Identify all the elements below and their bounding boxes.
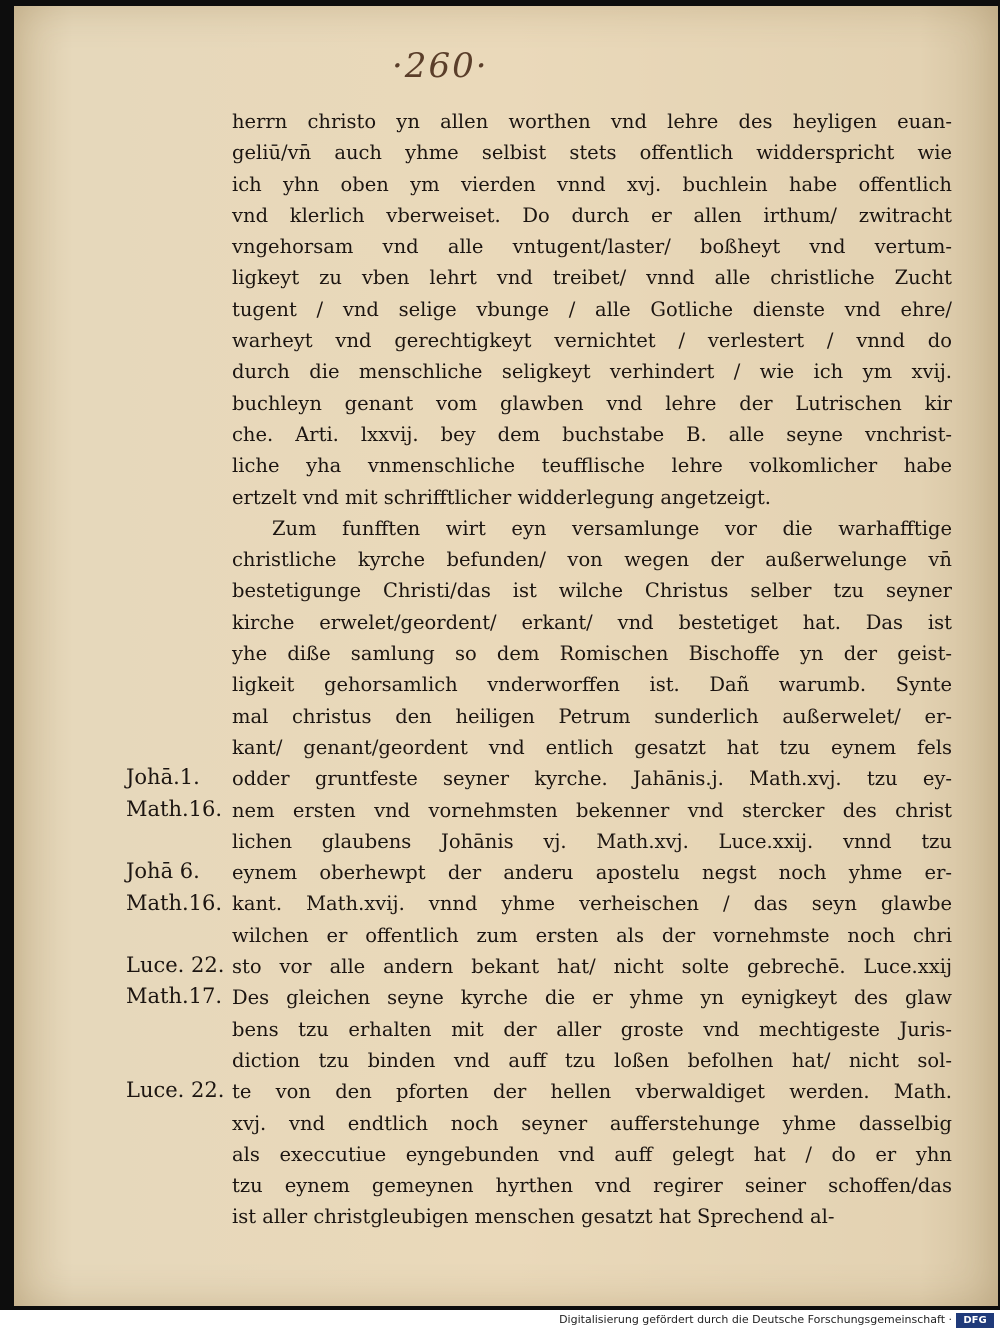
text-line: ligkeyt zu vben lehrt vnd treibet/ vnnd alle christliche Zucht <box>232 266 952 290</box>
text-line: wilchen er offentlich zum ersten als der vornehmste noch chri <box>232 923 952 947</box>
text-line: Zum funfften wirt eyn versamlunge vor die warhafftige <box>272 516 952 540</box>
text-line: tugent / vnd selige vbunge / alle Gotliche dienste vnd ehre/ <box>232 297 952 321</box>
text-line: als execcutiue eyngebunden vnd auff gelegt hat / do er yhn <box>232 1142 952 1166</box>
text-line: geliū/vn̄ auch yhme selbist stets offentlich widderspricht wie <box>232 141 952 165</box>
text-line: vnd klerlich vberweiset. Do durch er allen irthum/ zwitracht <box>232 203 952 227</box>
margin-note: Johā.1. <box>126 765 200 790</box>
text-line: buchleyn genant vom glawben vnd lehre der Lutrischen kir <box>232 391 952 415</box>
footer-bar <box>0 1310 1000 1331</box>
text-line: ertzelt vnd mit schrifftlicher widderlegung angetzeigt. <box>232 485 771 509</box>
text-line: ich yhn oben ym vierden vnnd xvj. buchlein habe offentlich <box>232 172 952 196</box>
text-line: christliche kyrche befunden/ von wegen der außerwelunge vn̄ <box>232 548 952 572</box>
margin-note: Johā 6. <box>126 859 200 884</box>
margin-note: Math.16. <box>126 890 223 915</box>
book-page <box>14 6 998 1306</box>
margin-note: Luce. 22. <box>126 1078 225 1103</box>
footer-credit: Digitalisierung gefördert durch die Deutsche Forschungsgemeinschaft · <box>559 1313 952 1326</box>
text-line: bens tzu erhalten mit der aller groste vnd mechtigeste Juris- <box>232 1017 952 1041</box>
text-line: mal christus den heiligen Petrum sunderlich außerwelet/ er- <box>232 704 952 728</box>
text-line: ligkeit gehorsamlich vnderworffen ist. Dañ warumb. Synte <box>232 673 952 697</box>
text-line: te von den pforten der hellen vberwaldiget werden. Math. <box>232 1080 952 1104</box>
text-line: eynem oberhewpt der anderu apostelu negst noch yhme er- <box>232 861 952 885</box>
text-line: tzu eynem gemeynen hyrthen vnd regirer seiner schoffen/das <box>232 1174 952 1198</box>
text-line: durch die menschliche seligkeyt verhindert / wie ich ym xvij. <box>232 360 952 384</box>
text-line: lichen glaubens Johānis vj. Math.xvj. Luce.xxij. vnnd tzu <box>232 829 952 853</box>
text-line: odder gruntfeste seyner kyrche. Jahānis.j. Math.xvj. tzu ey- <box>232 767 952 791</box>
text-line: bestetigunge Christi/das ist wilche Christus selber tzu seyner <box>232 579 952 603</box>
text-line: Des gleichen seyne kyrche die er yhme yn eynigkeyt des glaw <box>232 986 952 1010</box>
text-line: nem ersten vnd vornehmsten bekenner vnd stercker des christ <box>232 798 952 822</box>
text-line: kant. Math.xvij. vnnd yhme verheischen / das seyn glawbe <box>232 892 952 916</box>
text-line: liche yha vnmenschliche teufflische lehre volkomlicher habe <box>232 454 952 478</box>
dfg-logo: DFG <box>956 1313 994 1328</box>
text-line: kant/ genant/geordent vnd entlich gesatzt hat tzu eynem fels <box>232 735 952 759</box>
text-line: vngehorsam vnd alle vntugent/laster/ boßheyt vnd vertum- <box>232 235 952 259</box>
text-line: warheyt vnd gerechtigkeyt vernichtet / verlestert / vnnd do <box>232 329 952 353</box>
text-line: herrn christo yn allen worthen vnd lehre des heyligen euan- <box>232 110 952 133</box>
text-line: che. Arti. lxxvij. bey dem buchstabe B. alle seyne vnchrist- <box>232 422 952 446</box>
margin-note: Math.16. <box>126 796 223 821</box>
text-line: ist aller christgleubigen menschen gesatzt hat Sprechend al- <box>232 1205 835 1229</box>
text-line: xvj. vnd endtlich noch seyner aufferstehunge yhme dasselbig <box>232 1111 952 1135</box>
body-text <box>232 106 952 1233</box>
text-line: diction tzu binden vnd auff tzu loßen befolhen hat/ nicht sol- <box>232 1048 952 1072</box>
text-line: sto vor alle andern bekant hat/ nicht solte gebrechē. Luce.xxij <box>232 955 952 979</box>
margin-note: Luce. 22. <box>126 953 225 978</box>
margin-note: Math.17. <box>126 984 223 1009</box>
folio-number: ·260· <box>392 46 489 86</box>
text-line: kirche erwelet/geordent/ erkant/ vnd bestetiget hat. Das ist <box>232 610 952 634</box>
text-line: yhe diße samlung so dem Romischen Bischoffe yn der geist- <box>232 642 952 666</box>
